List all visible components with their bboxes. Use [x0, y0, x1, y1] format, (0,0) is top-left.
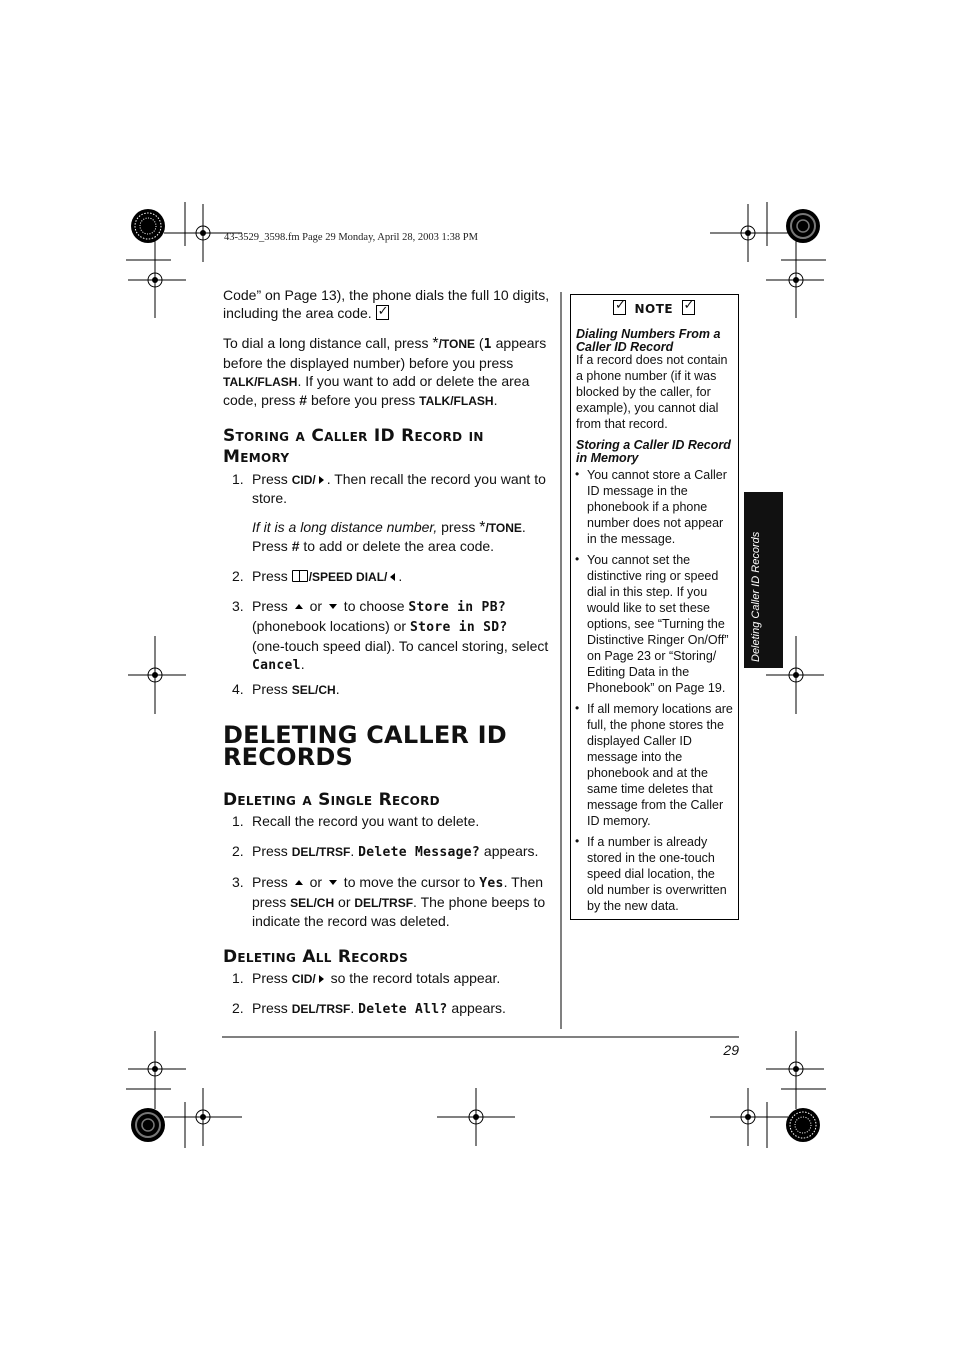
step-number: 1. — [232, 813, 244, 829]
down-arrow-icon — [329, 604, 337, 609]
delete-all-step-2: Press DEL/TRSF. Delete All? appears. — [252, 1000, 506, 1017]
delete-step-2: Press DEL/TRSF. Delete Message? appears. — [252, 843, 539, 860]
storing-step-3: Press or to choose Store in PB? (phonebook locations) or Store in SD? (one-touch speed dial). To cancel storing, select Cancel. — [252, 598, 549, 673]
intro-paragraph-1: Code” on Page 13), the phone dials the full 10 digits, including the area code.✓ — [223, 286, 553, 322]
side-tab-label: Deleting Caller ID Records — [750, 531, 762, 662]
checkmark-icon — [613, 300, 626, 315]
storing-step-1: Press CID/ . Then recall the record you want to store. — [252, 471, 546, 506]
note-heading-dialing: Dialing Numbers From a Caller ID Record — [576, 327, 721, 354]
phonebook-icon — [292, 570, 308, 582]
note-bullet: If all memory locations are full, the phone stores the displayed Caller ID message into the phonebook and at the same time deletes that message from the Caller ID memory. — [587, 702, 733, 828]
delete-all-step-1: Press CID/ so the record totals appear. — [252, 970, 501, 986]
starburst-mark-icon — [131, 1108, 165, 1142]
step-number: 2. — [232, 1000, 244, 1016]
up-arrow-icon — [295, 604, 303, 609]
storing-step-2: Press /SPEED DIAL/ . — [252, 568, 403, 584]
storing-heading: Storing a Caller ID Record in Memory — [223, 426, 484, 467]
checkmark-icon — [376, 305, 389, 320]
note-bullet: You cannot set the distinctive ring or speed dial in this step. If you would like to set these options, see “Turning the Distinctive Ringer On/Off” on Page 23 or “Storing/ Editing Data in the Phonebook” on Page 19. — [587, 553, 729, 695]
left-arrow-icon — [390, 573, 395, 581]
note-paragraph: If a record does not contain a phone number (if it was blocked by the caller, for example), you cannot dial from that record. — [576, 353, 728, 431]
delete-step-1: Recall the record you want to delete. — [252, 813, 480, 829]
note-bullet: If a number is already stored in the one-touch speed dial location, the old number is overwritten by the new data. — [587, 835, 727, 913]
starburst-mark-icon — [786, 209, 820, 243]
bullet: • — [575, 701, 580, 715]
up-arrow-icon — [295, 880, 303, 885]
step-number: 2. — [232, 843, 244, 859]
right-arrow-icon — [319, 476, 324, 484]
down-arrow-icon — [329, 880, 337, 885]
step-number: 1. — [232, 970, 244, 986]
bullet: • — [575, 467, 580, 481]
deleting-heading: DELETING CALLER ID RECORDS — [223, 721, 507, 771]
page-number: 29 — [723, 1042, 739, 1058]
checkmark-icon — [682, 300, 695, 315]
step-number: 2. — [232, 568, 244, 584]
step-number: 1. — [232, 471, 244, 487]
starburst-mark-icon — [131, 209, 165, 243]
delete-step-3: Press or to move the cursor to Yes. Then press SEL/CH or DEL/TRSF. The phone beeps to indicate the record was deleted. — [252, 874, 546, 929]
note-title: ✓ NOTE ✓ — [613, 300, 703, 318]
note-bullet: You cannot store a Caller ID message in the phonebook if a phone number does not appear in the message. — [587, 468, 727, 546]
all-records-heading: Deleting All Records — [223, 947, 409, 967]
intro-paragraph-2: To dial a long distance call, press */TONE (1 appears before the displayed number) before you press TALK/FLASH. If you want to add or delete the area code, press # before you press TALK/FLASH. — [223, 335, 547, 408]
step-number: 3. — [232, 874, 244, 890]
bullet: • — [575, 834, 580, 848]
starburst-mark-icon — [786, 1108, 820, 1142]
right-arrow-icon — [319, 975, 324, 983]
storing-step-4: Press SEL/CH. — [252, 681, 340, 697]
bullet: • — [575, 552, 580, 566]
file-header: 43-3529_3598.fm Page 29 Monday, April 28, 2003 1:38 PM — [224, 232, 478, 243]
step-number: 4. — [232, 681, 244, 697]
single-record-heading: Deleting a Single Record — [223, 790, 440, 810]
storing-step-1-note: If it is a long distance number, press */TONE. Press # to add or delete the area code. — [252, 519, 526, 554]
note-heading-storing: Storing a Caller ID Record in Memory — [576, 438, 731, 465]
step-number: 3. — [232, 598, 244, 614]
